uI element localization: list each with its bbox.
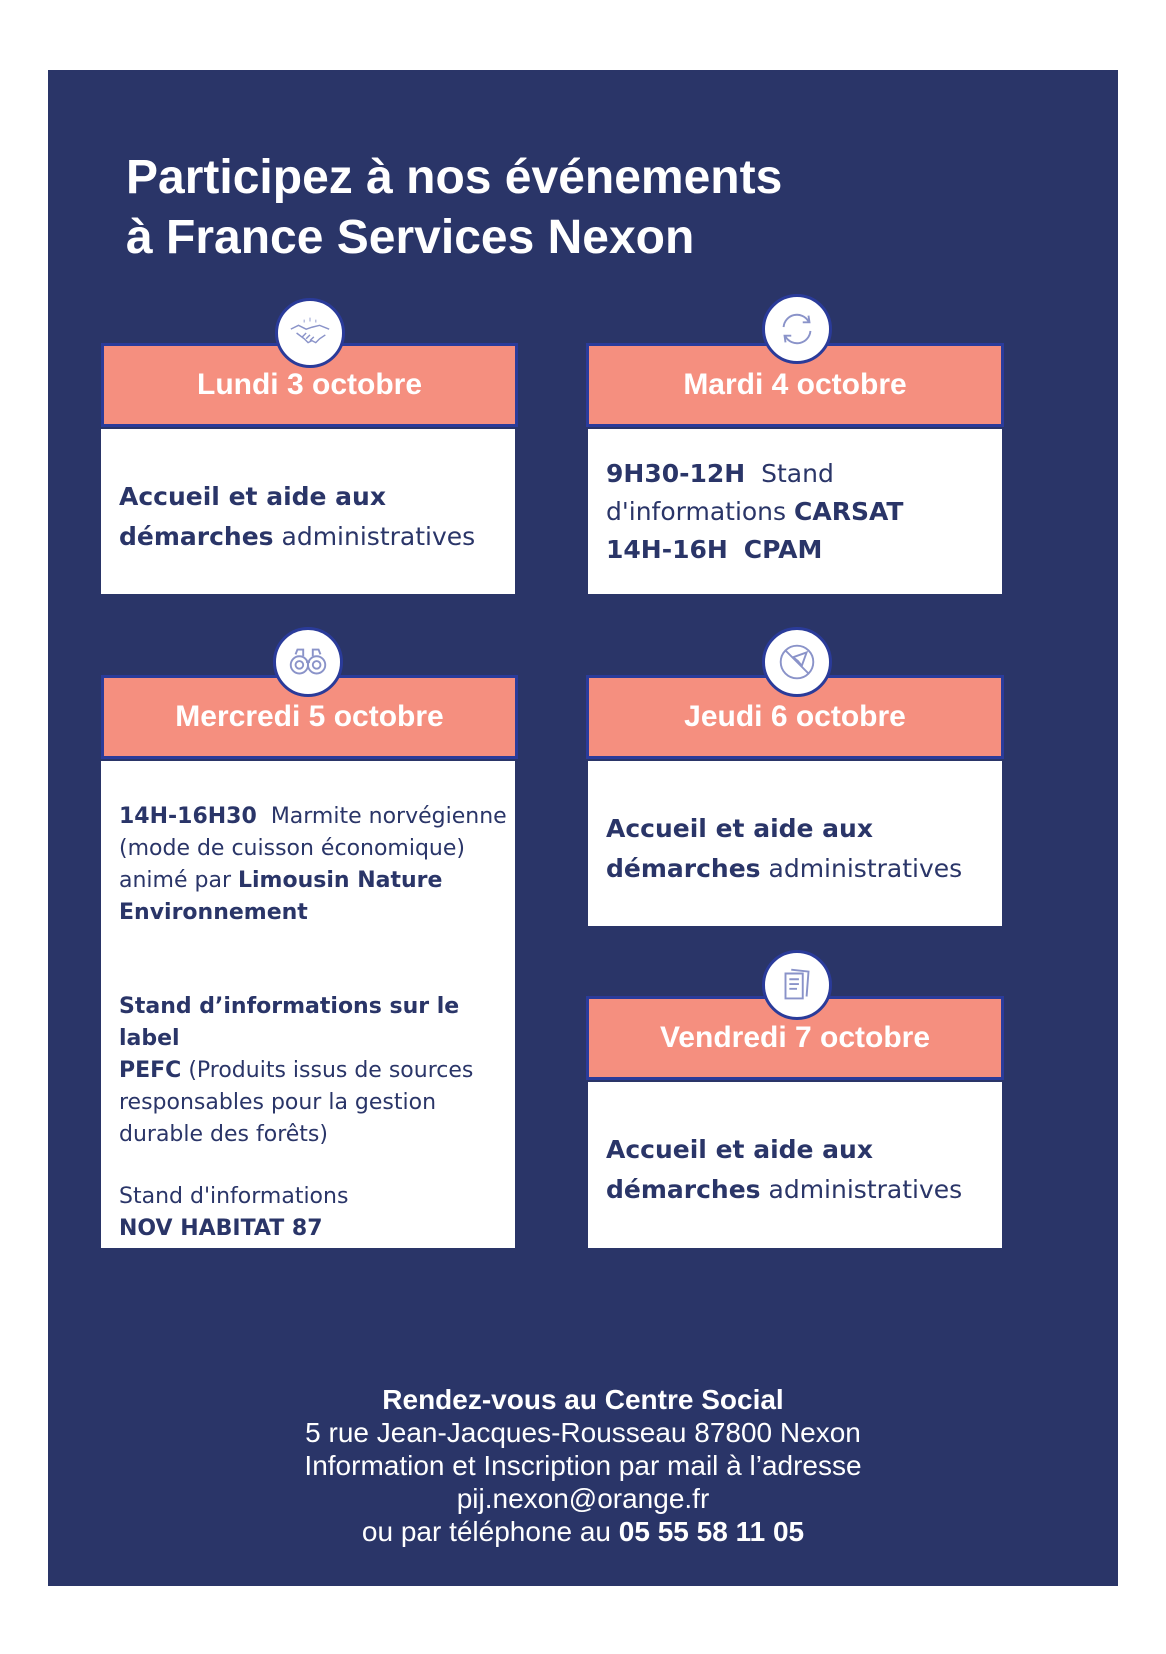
wednesday-pefc-text-3: durable des forêts) xyxy=(119,1122,328,1147)
monday-bold-word: démarches xyxy=(119,522,274,551)
monday-day-label: Lundi 3 octobre xyxy=(197,368,422,401)
footer-phone[interactable]: 05 55 58 11 05 xyxy=(618,1516,805,1547)
title-line-2: à France Services Nexon xyxy=(126,211,695,264)
wednesday-org-1b: Environnement xyxy=(119,900,308,925)
thursday-day-label: Jeudi 6 octobre xyxy=(684,700,906,733)
footer-address: 5 rue Jean-Jacques-Rousseau 87800 Nexon xyxy=(305,1417,861,1448)
wednesday-text-3: animé par xyxy=(119,868,238,893)
wednesday-pefc-line-1: Stand d’informations sur le label xyxy=(119,994,460,1051)
tuesday-time-2: 14H-16H xyxy=(606,535,728,564)
footer-phone-prefix: ou par téléphone au xyxy=(361,1516,619,1547)
no-cursor-icon xyxy=(762,627,832,697)
thursday-bold-line: Accueil et aide aux xyxy=(606,814,873,843)
tuesday-time-1: 9H30-12H xyxy=(606,459,746,488)
footer-email[interactable]: pij.nexon@orange.fr xyxy=(456,1483,710,1514)
friday-content xyxy=(588,1082,1002,1248)
wednesday-text-1: Marmite norvégienne xyxy=(270,804,507,829)
wednesday-pefc-label: PEFC xyxy=(119,1058,182,1083)
thursday-text: administratives xyxy=(760,854,963,883)
tuesday-org-1: CARSAT xyxy=(794,497,904,526)
monday-text: administratives xyxy=(273,522,476,551)
monday-bold-line: Accueil et aide aux xyxy=(119,482,386,511)
wednesday-day-label: Mercredi 5 octobre xyxy=(175,700,444,733)
friday-day-label: Vendredi 7 octobre xyxy=(659,1021,931,1054)
wednesday-pefc-text-2: responsables pour la gestion xyxy=(119,1090,437,1115)
wednesday-content xyxy=(101,761,515,1248)
wednesday-time-1: 14H-16H30 xyxy=(119,804,257,829)
tuesday-text-1: Stand xyxy=(761,459,834,488)
thursday-content xyxy=(588,761,1002,926)
monday-content xyxy=(101,429,515,594)
thursday-bold-word: démarches xyxy=(606,854,761,883)
wednesday-text-2: (mode de cuisson économique) xyxy=(119,836,465,861)
wednesday-org-1: Limousin Nature xyxy=(237,868,443,893)
tuesday-day-label: Mardi 4 octobre xyxy=(683,368,907,401)
tuesday-content xyxy=(588,429,1002,594)
friday-bold-word: démarches xyxy=(606,1175,761,1204)
friday-text: administratives xyxy=(760,1175,963,1204)
footer-info: Information et Inscription par mail à l’adresse xyxy=(304,1450,862,1481)
tuesday-org-2: CPAM xyxy=(743,535,823,564)
refresh-icon xyxy=(762,294,832,364)
page-title xyxy=(126,148,782,268)
footer-phone-line xyxy=(48,1515,1118,1548)
wednesday-stand-text: Stand d'informations xyxy=(119,1184,349,1209)
title-line-1: Participez à nos événements xyxy=(126,151,783,204)
documents-icon xyxy=(762,950,832,1020)
binoculars-icon xyxy=(273,627,343,697)
friday-bold-line: Accueil et aide aux xyxy=(606,1135,873,1164)
footer-venue: Rendez-vous au Centre Social xyxy=(382,1384,784,1415)
footer xyxy=(48,1383,1118,1548)
wednesday-org-2: NOV HABITAT 87 xyxy=(119,1216,323,1241)
handshake-icon xyxy=(275,298,345,368)
wednesday-pefc-text-1: (Produits issus de sources xyxy=(181,1058,474,1083)
tuesday-text-2: d'informations xyxy=(606,497,795,526)
